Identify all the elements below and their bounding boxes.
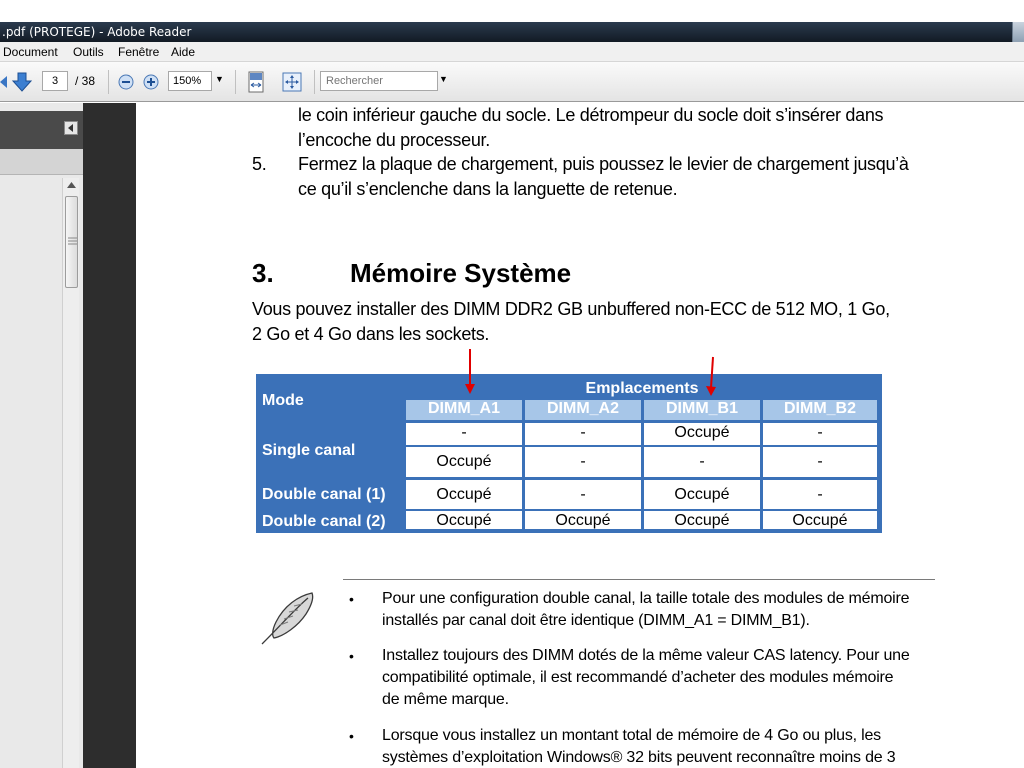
step5-line1: Fermez la plaque de chargement, puis poussez le levier de chargement jusqu’à <box>298 154 909 174</box>
table-cell: Occupé <box>406 511 522 529</box>
full-screen-icon[interactable] <box>281 71 303 93</box>
toolbar-divider <box>108 70 109 94</box>
search-dropdown-icon[interactable]: ▼ <box>439 74 448 84</box>
memory-slots-table <box>256 374 882 533</box>
row-label: Double canal (1) <box>262 486 386 503</box>
note-2-line1: Installez toujours des DIMM dotés de la même valeur CAS latency. Pour une <box>382 647 910 664</box>
toolbar <box>0 62 1024 102</box>
menu-aide[interactable]: Aide <box>171 45 196 59</box>
zoom-dropdown-icon[interactable]: ▼ <box>215 74 224 84</box>
search-input[interactable] <box>320 71 438 91</box>
panel-scrollbar[interactable] <box>62 178 79 768</box>
section-title: Mémoire Système <box>350 258 572 288</box>
note-1-line2: installés par canal doit être identique (DIMM_A1 = DIMM_B1). <box>382 612 810 629</box>
previous-page-icon[interactable] <box>0 72 8 92</box>
annotation-arrow-icon <box>463 348 477 396</box>
next-page-icon[interactable] <box>11 71 33 93</box>
table-cell: Occupé <box>406 447 522 477</box>
collapse-panel-icon[interactable] <box>64 121 78 135</box>
note-divider <box>343 579 935 580</box>
step5-line2: ce qu’il s’enclenche dans la languette de retenue. <box>298 179 678 199</box>
window-title: .pdf (PROTEGE) - Adobe Reader <box>2 25 192 39</box>
section-number: 3. <box>252 258 274 288</box>
annotation-arrow-icon <box>704 356 718 398</box>
fit-width-icon[interactable] <box>246 71 266 93</box>
table-cell: - <box>763 447 877 477</box>
toolbar-divider <box>235 70 236 94</box>
table-cell: - <box>525 480 641 509</box>
table-cell: - <box>525 447 641 477</box>
toolbar-divider <box>314 70 315 94</box>
zoom-in-icon[interactable] <box>142 73 160 91</box>
note-bullet: • <box>349 648 354 664</box>
table-cell: - <box>644 447 760 477</box>
page-total: / 38 <box>75 74 96 88</box>
step4-line1: le coin inférieur gauche du socle. Le détrompeur du socle doit s’insérer dans <box>298 105 884 125</box>
intro-line2: 2 Go et 4 Go dans les sockets. <box>252 324 490 344</box>
table-cell: Occupé <box>763 511 877 529</box>
column-header: DIMM_B2 <box>763 400 877 420</box>
window-title-bar <box>0 22 1024 42</box>
document-page <box>136 103 1024 768</box>
navigation-panel-header <box>0 111 83 149</box>
step5-number: 5. <box>252 154 267 174</box>
mode-header: Mode <box>262 392 304 409</box>
note-1-line1: Pour une configuration double canal, la taille totale des modules de mémoire <box>382 590 910 607</box>
row-label: Double canal (2) <box>262 513 386 530</box>
note-bullet: • <box>349 728 354 744</box>
note-bullet: • <box>349 591 354 607</box>
scroll-up-icon[interactable] <box>67 181 76 189</box>
zoom-out-icon[interactable] <box>117 73 135 91</box>
intro-line1: Vous pouvez installer des DIMM DDR2 GB unbuffered non-ECC de 512 MO, 1 Go, <box>252 299 890 319</box>
menu-fenetre[interactable]: Fenêtre <box>118 45 160 59</box>
menu-bar <box>0 42 1024 62</box>
column-header: DIMM_B1 <box>644 400 760 420</box>
table-cell: - <box>406 423 522 445</box>
zoom-level-field[interactable]: 150% <box>168 71 212 91</box>
table-cell: - <box>763 480 877 509</box>
menu-document[interactable]: Document <box>3 45 58 59</box>
note-3-line1: Lorsque vous installez un montant total de mémoire de 4 Go ou plus, les <box>382 727 881 744</box>
note-2-line3: de même marque. <box>382 691 509 708</box>
note-2-line2: compatibilité optimale, il est recommandé d’acheter des modules mémoire <box>382 669 894 686</box>
table-cell: Occupé <box>525 511 641 529</box>
scroll-thumb[interactable] <box>65 196 78 288</box>
table-cell: Occupé <box>644 480 760 509</box>
note-3-line2: systèmes d’exploitation Windows® 32 bits peuvent reconnaître moins de 3 <box>382 749 896 766</box>
table-cell: - <box>525 423 641 445</box>
panel-splitter[interactable] <box>83 103 136 768</box>
table-cell: Occupé <box>644 423 760 445</box>
note-feather-icon <box>258 590 318 648</box>
table-cell: Occupé <box>406 480 522 509</box>
page-number-input[interactable]: 3 <box>42 71 68 91</box>
window-controls[interactable] <box>1012 22 1024 42</box>
step4-line2: l’encoche du processeur. <box>298 130 490 150</box>
row-label: Single canal <box>262 442 356 459</box>
navigation-panel <box>0 103 83 768</box>
table-cell: Occupé <box>644 511 760 529</box>
column-header: DIMM_A2 <box>525 400 641 420</box>
navigation-panel-toolbar <box>0 149 83 175</box>
slots-header: Emplacements <box>585 380 699 397</box>
table-cell: - <box>763 423 877 445</box>
column-header: DIMM_A1 <box>406 400 522 420</box>
menu-outils[interactable]: Outils <box>73 45 104 59</box>
grip-icon <box>68 237 77 245</box>
